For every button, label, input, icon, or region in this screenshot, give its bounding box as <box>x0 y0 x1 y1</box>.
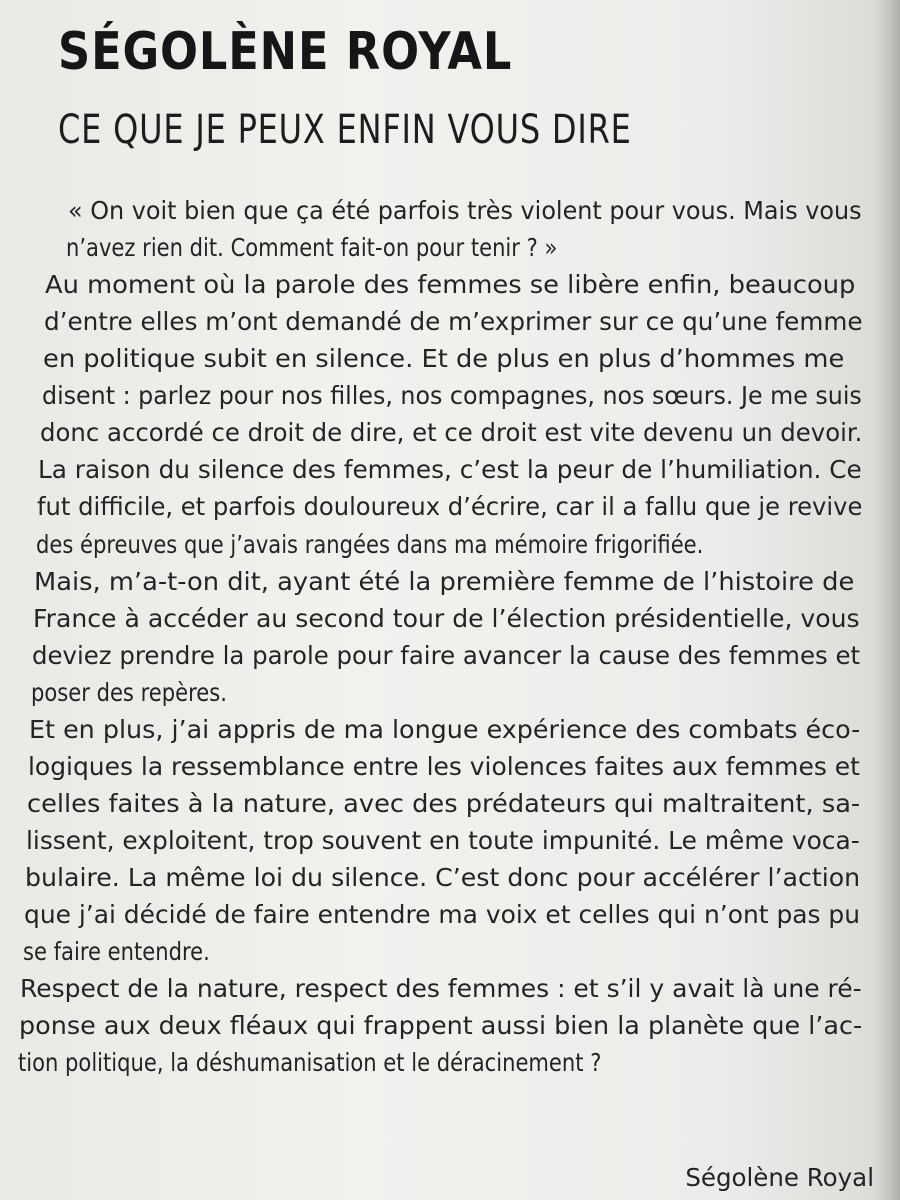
text-line: que j’ai décidé de faire entendre ma voix et celles qui n’ont pas pu <box>24 899 861 929</box>
text-line: poser des repères. <box>31 677 227 707</box>
text-line: La raison du silence des femmes, c’est la peur de l’humiliation. Ce <box>38 455 862 485</box>
text-line: celles faites à la nature, avec des prédateurs qui maltraitent, sa- <box>27 788 861 818</box>
text-line: Et en plus, j’ai appris de ma longue expérience des combats éco- <box>29 714 861 744</box>
text-line: lissent, exploitent, trop souvent en toute impunité. Le même voca- <box>26 825 860 855</box>
text-line: tion politique, la déshumanisation et le déracinement ? <box>18 1048 602 1078</box>
text-line: Au moment où la parole des femmes se libère enfin, beaucoup <box>45 270 856 300</box>
text-line: n’avez rien dit. Comment fait-on pour tenir ? » <box>66 233 558 263</box>
text-line: Respect de la nature, respect des femmes : et s’il y avait là une ré- <box>20 974 862 1003</box>
text-line: France à accéder au second tour de l’élection présidentielle, vous <box>33 603 860 633</box>
text-line: donc accordé ce droit de dire, et ce droit est vite devenu un devoir. <box>40 418 863 448</box>
text-line: se faire entendre. <box>23 937 210 966</box>
text-line: d’entre elles m’ont demandé de m’exprimer sur ce qu’une femme <box>44 307 863 337</box>
text-line: en politique subit en silence. Et de plus en plus d’hommes me <box>43 344 845 374</box>
text-line: Mais, m’a-t-on dit, ayant été la première femme de l’histoire de <box>34 566 855 596</box>
book-title: CE QUE JE PEUX ENFIN VOUS DIRE <box>58 107 632 153</box>
text-line: « On voit bien que ça été parfois très violent pour vous. Mais vous <box>68 196 862 225</box>
text-line: des épreuves que j’avais rangées dans ma mémoire frigorifiée. <box>36 529 704 559</box>
text-line: bulaire. La même loi du silence. C’est donc pour accélérer l’action <box>25 862 861 892</box>
text-line: ponse aux deux fléaux qui frappent aussi bien la planète que l’ac- <box>19 1011 863 1041</box>
text-line: fut difficile, et parfois douloureux d’écrire, car il a fallu que je revive <box>37 492 863 522</box>
signature: Ségolène Royal <box>685 1163 874 1192</box>
author-name: SÉGOLÈNE ROYAL <box>58 22 513 82</box>
text-line: logiques la ressemblance entre les violences faites aux femmes et <box>28 751 860 781</box>
text-line: deviez prendre la parole pour faire avancer la cause des femmes et <box>32 640 861 670</box>
text-line: disent : parlez pour nos filles, nos compagnes, nos sœurs. Je me suis <box>42 381 862 411</box>
